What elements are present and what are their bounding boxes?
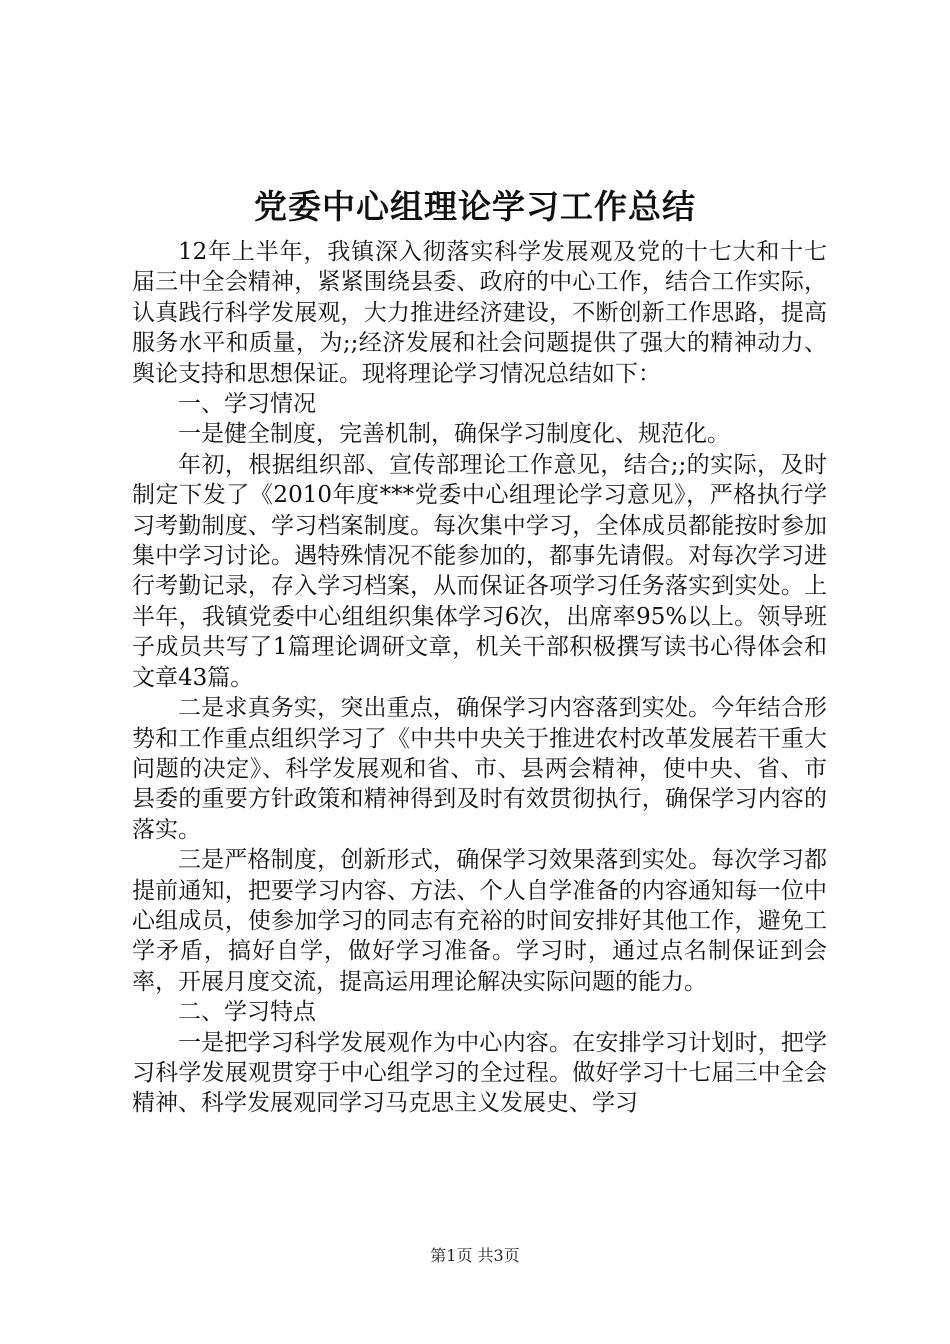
paragraph-point-2: 二是求真务实，突出重点，确保学习内容落到实处。今年结合形势和工作重点组织学习了《中共中央关于推进农村改革发展若干重大问题的决定》、科学发展观和省、市、县两会精神，使中央、省、市县委的重要方针政策和精神得到及时有效贯彻执行，确保学习内容的落实。 bbox=[132, 695, 827, 843]
paragraph-point-1: 一是健全制度，完善机制，确保学习制度化、规范化。 bbox=[178, 421, 730, 448]
page-footer: 第1页 共3页 bbox=[430, 1246, 520, 1265]
section-heading-1: 一、学习情况 bbox=[178, 391, 316, 418]
paragraph-point-3: 三是严格制度，创新形式，确保学习效果落到实处。每次学习都提前通知，把要学习内容、方法、个人自学准备的内容通知每一位中心组成员，使参加学习的同志有充裕的时间安排好其他工作，避免工学矛盾，搞好自学，做好学习准备。学习时，通过点名制保证到会率，开展月度交流，提高运用理论解决实际问题的能力。 bbox=[132, 847, 827, 995]
paragraph-feature-1: 一是把学习科学发展观作为中心内容。在安排学习计划时，把学习科学发展观贯穿于中心组学习的全过程。做好学习十七届三中全会精神、科学发展观同学习马克思主义发展史、学习 bbox=[132, 1029, 827, 1117]
section-heading-2: 二、学习特点 bbox=[178, 999, 316, 1026]
document-title: 党委中心组理论学习工作总结 bbox=[254, 187, 696, 226]
document-body bbox=[132, 237, 827, 1119]
paragraph-point-1-detail: 年初，根据组织部、宣传部理论工作意见，结合;;的实际，及时制定下发了《2010年度***党委中心组理论学习意见》，严格执行学习考勤制度、学习档案制度。每次集中学习，全体成员都能按时参加集中学习讨论。遇特殊情况不能参加的，都事先请假。对每次学习进行考勤记录，存入学习档案，从而保证各项学习任务落实到实处。上半年，我镇党委中心组组织集体学习6次，出席率95%以上。领导班子成员共写了1篇理论调研文章，机关干部积极撰写读书心得体会和文章43篇。 bbox=[132, 451, 827, 691]
paragraph-intro: 12年上半年，我镇深入彻落实科学发展观及党的十七大和十七届三中全会精神，紧紧围绕县委、政府的中心工作，结合工作实际，认真践行科学发展观，大力推进经济建设，不断创新工作思路，提高服务水平和质量，为;;经济发展和社会问题提供了强大的精神动力、舆论支持和思想保证。现将理论学习情况总结如下： bbox=[132, 239, 827, 387]
